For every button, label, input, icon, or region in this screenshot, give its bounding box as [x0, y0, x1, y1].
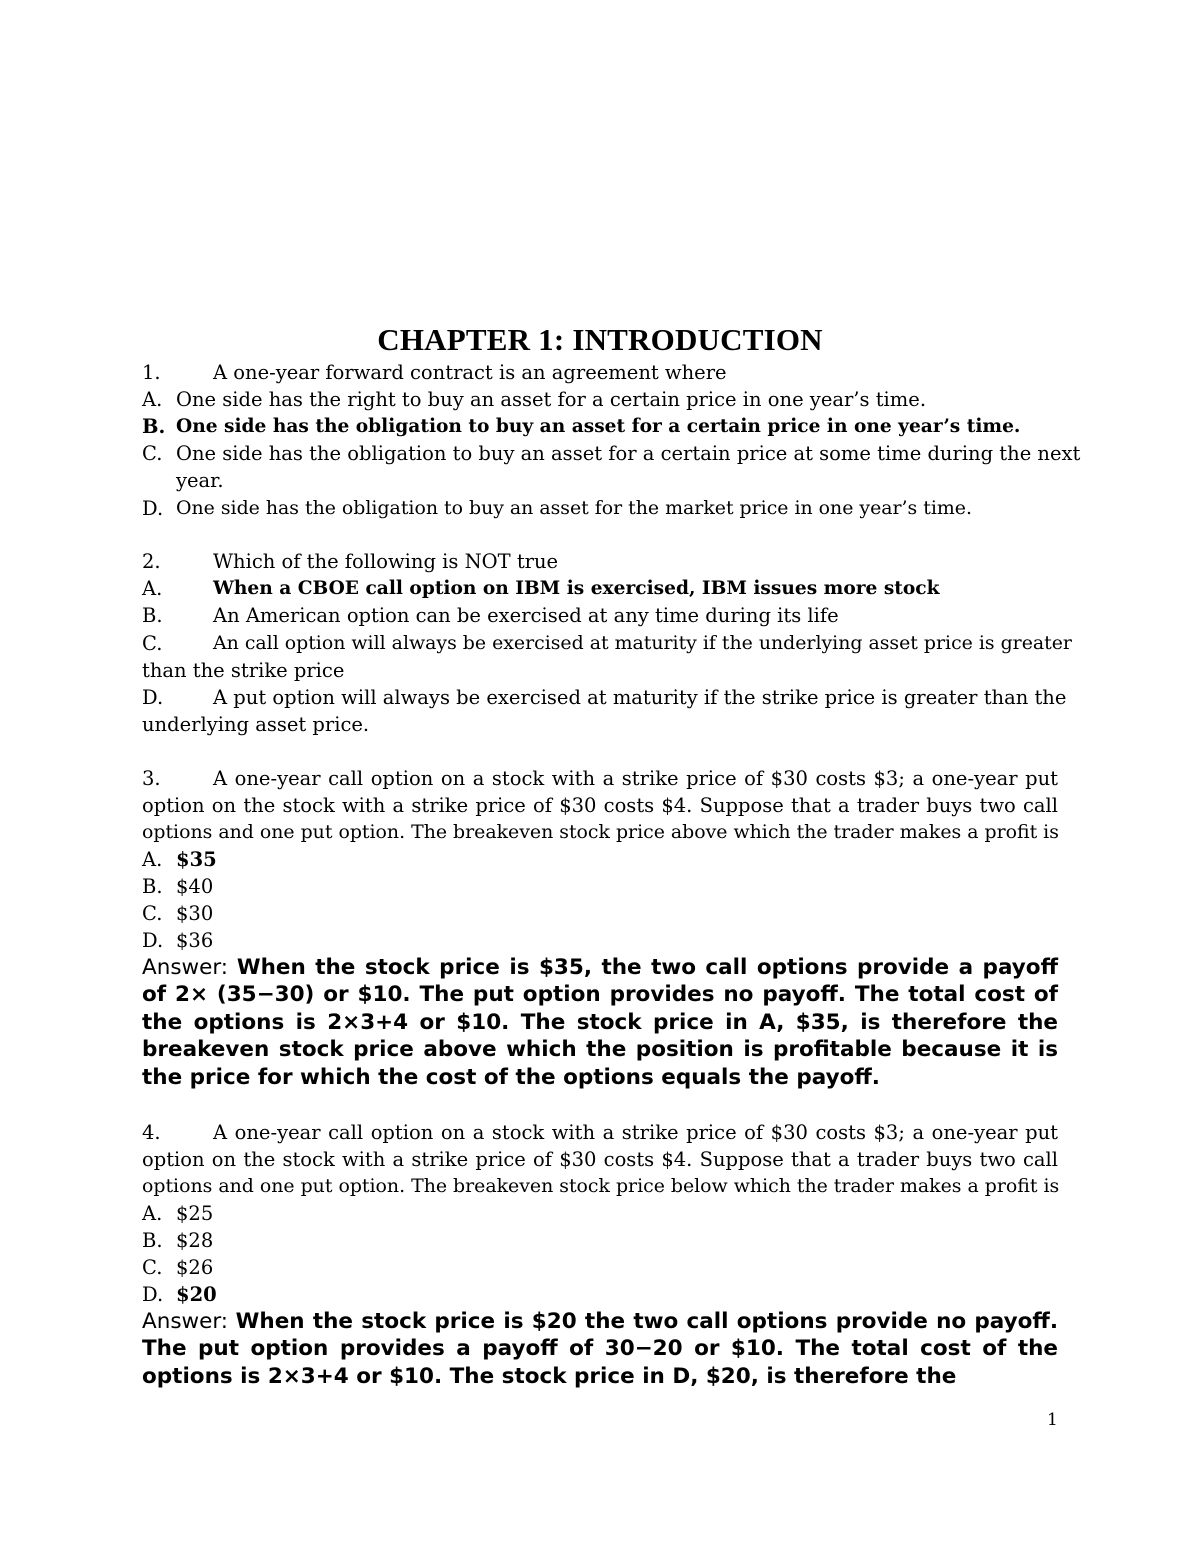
option-text-correct: One side has the obligation to buy an asset for a certain price in one year’s time.: [176, 416, 1021, 437]
option-letter: C.: [142, 442, 163, 465]
option-letter: A.: [142, 388, 163, 411]
option-text: $26: [176, 1256, 214, 1279]
option-text-continued: year.: [176, 469, 224, 492]
question-number: 4.: [142, 1121, 161, 1144]
option-text: One side has the obligation to buy an asset for a certain price at some time during the next: [176, 442, 1081, 465]
option-text-correct: When a CBOE call option on IBM is exercised, IBM issues more stock: [213, 578, 940, 599]
answer-text: When the stock price is $20 the two call options provide no payoff. The put option provides a payoff of 30−20 or $10. The total cost of the options is 2×3+4 or $10. The stock price in D, $20, is therefore the: [142, 1309, 1059, 1389]
answer-explanation: [142, 954, 1058, 1091]
option-text: One side has the right to buy an asset for a certain price in one year’s time.: [176, 388, 927, 411]
option-text-continued: underlying asset price.: [142, 713, 370, 736]
option-letter: B.: [142, 415, 166, 438]
option-text: $30: [176, 902, 214, 925]
question-stem: A one-year call option on a stock with a strike price of $30 costs $3; a one-year put: [213, 1121, 1058, 1144]
option-letter: B.: [142, 604, 163, 627]
option-text-correct: $35: [176, 848, 217, 871]
option-letter: B.: [142, 875, 163, 898]
option-text: An call option will always be exercised at maturity if the underlying asset price is greater: [213, 632, 1072, 654]
question-number: 2.: [142, 550, 161, 573]
option-letter: C.: [142, 632, 163, 655]
option-letter: D.: [142, 686, 164, 709]
question-stem: options and one put option. The breakeven stock price below which the trader makes a profit is: [142, 1175, 1060, 1197]
answer-label: Answer:: [142, 1309, 236, 1334]
option-letter: C.: [142, 902, 163, 925]
option-letter: D.: [142, 1283, 164, 1306]
option-text: $40: [176, 875, 214, 898]
page-title: CHAPTER 1: INTRODUCTION: [377, 322, 823, 357]
question-stem: A one-year forward contract is an agreement where: [213, 361, 727, 384]
question-number: 1.: [142, 361, 161, 384]
option-letter: A.: [142, 848, 163, 871]
option-letter: A.: [142, 1202, 163, 1225]
answer-explanation: [142, 1308, 1058, 1390]
option-letter: C.: [142, 1256, 163, 1279]
question-stem: option on the stock with a strike price of $30 costs $4. Suppose that a trader buys two call: [142, 794, 1058, 817]
question-stem: A one-year call option on a stock with a strike price of $30 costs $3; a one-year put: [213, 767, 1058, 790]
option-text: $28: [176, 1229, 214, 1252]
option-text-correct: $20: [176, 1283, 217, 1306]
option-letter: D.: [142, 497, 164, 520]
option-letter: B.: [142, 1229, 163, 1252]
option-letter: D.: [142, 929, 164, 952]
option-letter: A.: [142, 577, 163, 600]
question-stem: options and one put option. The breakeven stock price above which the trader makes a profit is: [142, 821, 1059, 843]
option-text: One side has the obligation to buy an asset for the market price in one year’s time.: [176, 497, 972, 519]
answer-label: Answer:: [142, 955, 237, 980]
question-stem: Which of the following is NOT true: [213, 550, 559, 573]
page-number: 1: [1047, 1410, 1058, 1430]
option-text: $36: [176, 929, 214, 952]
question-number: 3.: [142, 767, 161, 790]
question-stem: option on the stock with a strike price of $30 costs $4. Suppose that a trader buys two call: [142, 1148, 1058, 1171]
option-text-continued: than the strike price: [142, 659, 345, 682]
option-text: An American option can be exercised at any time during its life: [213, 604, 839, 627]
answer-text: When the stock price is $35, the two call options provide a payoff of 2× (35−30) or $10. The put option provides no payoff. The total cost of the options is 2×3+4 or $10. The stock price in A, $35, is therefore the breakeven stock price above which the position is profitable because it is the price for which the cost of the options equals the payoff.: [142, 955, 1058, 1090]
option-text: $25: [176, 1202, 214, 1225]
option-text: A put option will always be exercised at maturity if the strike price is greater than the: [213, 686, 1067, 709]
